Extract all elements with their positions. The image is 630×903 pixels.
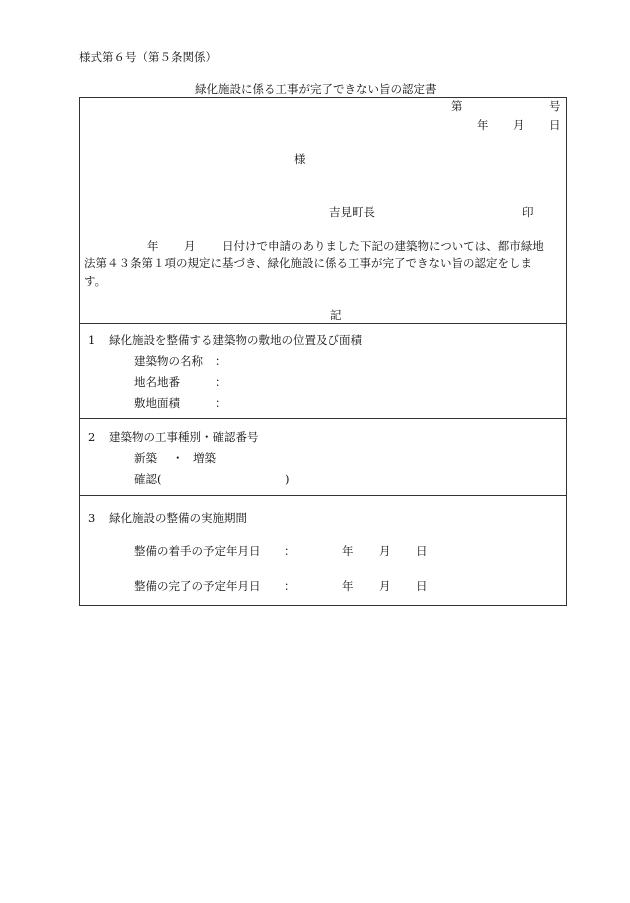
body-line-2: 法第４３条第１項の規定に基づき、緑化施設に係る工事が完了できない旨の認定をしま xyxy=(84,256,533,270)
start-date-colon: ： xyxy=(284,544,296,558)
confirm-number-close: ) xyxy=(285,472,290,486)
start-year: 年 xyxy=(342,544,354,558)
section-3-number: 3 xyxy=(88,511,96,525)
lot-number-colon: ： xyxy=(215,375,227,389)
end-year: 年 xyxy=(342,579,354,593)
seal-mark: 印 xyxy=(522,205,534,219)
site-area-colon: ： xyxy=(215,396,227,410)
type-separator: ・ xyxy=(172,451,184,465)
type-extension-label: 増築 xyxy=(193,451,216,465)
end-day: 日 xyxy=(416,579,428,593)
divider xyxy=(79,495,567,496)
building-name-label: 建築物の名称 xyxy=(134,354,203,368)
form-number: 様式第６号（第５条関係） xyxy=(79,50,217,64)
divider xyxy=(79,323,567,324)
application-year: 年 xyxy=(147,239,159,253)
confirm-number-open: 確認( xyxy=(134,472,162,486)
end-date-label: 整備の完了の予定年月日 xyxy=(134,579,261,593)
form-frame xyxy=(79,97,567,606)
ki-label: 記 xyxy=(330,308,342,322)
lot-number-label: 地名地番 xyxy=(134,375,180,389)
document-title: 緑化施設に係る工事が完了できない旨の認定書 xyxy=(195,82,437,96)
type-new-label: 新築 xyxy=(134,451,157,465)
section-3-heading: 緑化施設の整備の実施期間 xyxy=(109,511,247,525)
doc-number-suffix: 号 xyxy=(549,99,561,113)
building-name-colon: ： xyxy=(215,354,227,368)
body-line-3: す。 xyxy=(84,274,107,288)
body-line-1: 日付けで申請のありました下記の建築物については、都市緑地 xyxy=(222,239,544,253)
issue-year: 年 xyxy=(477,118,489,132)
issue-month: 月 xyxy=(513,118,525,132)
section-1-number: 1 xyxy=(88,333,96,347)
issue-day: 日 xyxy=(549,118,561,132)
section-2-number: 2 xyxy=(88,430,96,444)
divider xyxy=(79,418,567,419)
application-month: 月 xyxy=(184,239,196,253)
start-month: 月 xyxy=(379,544,391,558)
start-day: 日 xyxy=(416,544,428,558)
addressee-suffix: 様 xyxy=(294,152,306,166)
section-2-heading: 建築物の工事種別・確認番号 xyxy=(109,430,259,444)
section-1-heading: 緑化施設を整備する建築物の敷地の位置及び面積 xyxy=(109,333,362,347)
doc-number-prefix: 第 xyxy=(451,99,463,113)
end-month: 月 xyxy=(379,579,391,593)
issuer-name: 吉見町長 xyxy=(329,205,375,219)
site-area-label: 敷地面積 xyxy=(134,396,180,410)
start-date-label: 整備の着手の予定年月日 xyxy=(134,544,261,558)
end-date-colon: ： xyxy=(284,579,296,593)
